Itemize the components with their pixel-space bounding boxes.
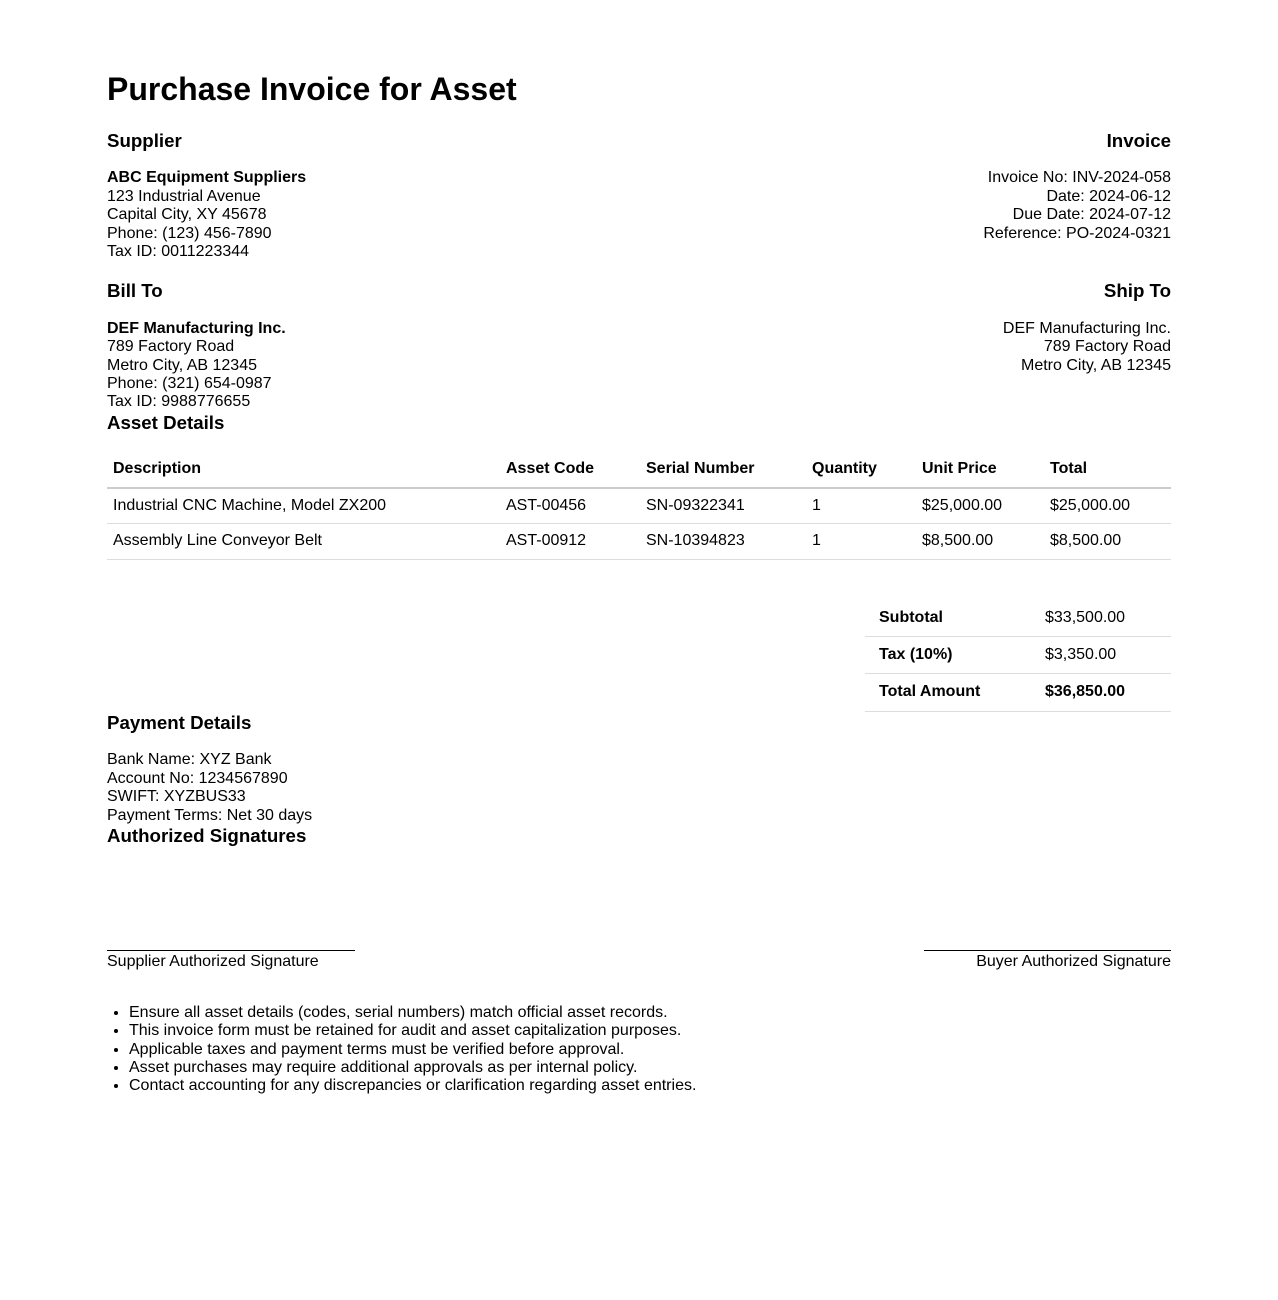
payment-terms: Payment Terms: Net 30 days (107, 806, 313, 824)
col-header-description: Description (107, 452, 500, 487)
col-header-quantity: Quantity (806, 452, 916, 487)
bill-to-info (107, 320, 639, 412)
cell-asset-code: AST-00912 (500, 524, 640, 559)
bill-to-phone: Phone: (321) 654-0987 (107, 375, 272, 393)
invoice-heading: Invoice (1106, 129, 1171, 151)
signature-row (107, 950, 1171, 971)
ship-to-heading: Ship To (1103, 280, 1171, 302)
supplier-section (107, 130, 639, 262)
billto-shipto-row (107, 280, 1171, 412)
subtotal-row (865, 600, 1171, 637)
supplier-heading: Supplier (107, 129, 182, 151)
invoice-due-date: Due Date: 2024-07-12 (1012, 206, 1171, 224)
asset-table-header-row (107, 452, 1171, 487)
subtotal-label: Subtotal (865, 600, 1031, 637)
total-amount-label: Total Amount (865, 674, 1031, 711)
cell-unit-price: $25,000.00 (916, 488, 1044, 524)
cell-description: Industrial CNC Machine, Model ZX200 (107, 488, 500, 524)
list-item: • This invoice form must be retained for audit and asset capitalization purposes. (129, 1022, 1171, 1040)
col-header-asset-code: Asset Code (500, 452, 640, 487)
invoice-meta (639, 169, 1171, 243)
swift-code: SWIFT: XYZBUS33 (107, 788, 246, 806)
list-item: • Asset purchases may require additional approvals as per internal policy. (129, 1059, 1171, 1077)
payment-info (107, 751, 1171, 825)
footer-notes-list (107, 1004, 1171, 1096)
invoice-meta-section (639, 130, 1171, 262)
invoice-reference: Reference: PO-2024-0321 (983, 224, 1171, 242)
authorized-signatures-heading: Authorized Signatures (107, 824, 307, 846)
account-number: Account No: 1234567890 (107, 769, 288, 787)
cell-unit-price: $8,500.00 (916, 524, 1044, 559)
supplier-name: ABC Equipment Suppliers (107, 169, 307, 187)
tax-value: $3,350.00 (1031, 636, 1171, 673)
payment-details-heading: Payment Details (107, 711, 252, 733)
invoice-number: Invoice No: INV-2024-058 (987, 169, 1171, 187)
supplier-invoice-row (107, 130, 1171, 262)
cell-asset-code: AST-00456 (500, 488, 640, 524)
bill-to-section (107, 280, 639, 412)
cell-total: $8,500.00 (1044, 524, 1171, 559)
ship-to-name: DEF Manufacturing Inc. (1002, 319, 1171, 337)
buyer-signature-line (924, 950, 1171, 951)
cell-total: $25,000.00 (1044, 488, 1171, 524)
table-row (107, 488, 1171, 524)
ship-to-info (639, 320, 1171, 375)
col-header-total: Total (1044, 452, 1171, 487)
supplier-tax-id: Tax ID: 0011223344 (107, 242, 250, 260)
ship-to-address-line: Metro City, AB 12345 (1021, 356, 1171, 374)
asset-details-heading: Asset Details (107, 411, 225, 433)
total-amount-row (865, 674, 1171, 711)
list-item: • Applicable taxes and payment terms must be verified before approval. (129, 1041, 1171, 1059)
ship-to-section (639, 280, 1171, 412)
supplier-signature-line (107, 950, 355, 951)
supplier-signature-label: Supplier Authorized Signature (107, 953, 319, 971)
bill-to-address-line: Metro City, AB 12345 (107, 356, 257, 374)
table-row (107, 524, 1171, 559)
cell-quantity: 1 (806, 524, 916, 559)
cell-quantity: 1 (806, 488, 916, 524)
buyer-signature-label: Buyer Authorized Signature (976, 953, 1171, 971)
supplier-address-line: 123 Industrial Avenue (107, 187, 261, 205)
buyer-signature-block (924, 950, 1171, 971)
invoice-date: Date: 2024-06-12 (1046, 187, 1171, 205)
asset-table (107, 452, 1171, 559)
subtotal-value: $33,500.00 (1031, 600, 1171, 637)
supplier-signature-block (107, 950, 355, 971)
total-amount-value: $36,850.00 (1031, 674, 1171, 711)
list-item: • Ensure all asset details (codes, serial numbers) match official asset records. (129, 1004, 1171, 1022)
supplier-address-line: Capital City, XY 45678 (107, 206, 267, 224)
tax-label: Tax (10%) (865, 636, 1031, 673)
bill-to-address-line: 789 Factory Road (107, 338, 235, 356)
col-header-serial-number: Serial Number (640, 452, 806, 487)
list-item: • Contact accounting for any discrepancies or clarification regarding asset entries. (129, 1077, 1171, 1095)
ship-to-address-line: 789 Factory Road (1043, 338, 1171, 356)
bank-name: Bank Name: XYZ Bank (107, 751, 272, 769)
supplier-phone: Phone: (123) 456-7890 (107, 224, 272, 242)
bill-to-name: DEF Manufacturing Inc. (107, 319, 286, 337)
bill-to-heading: Bill To (107, 280, 163, 302)
cell-serial-number: SN-09322341 (640, 488, 806, 524)
cell-serial-number: SN-10394823 (640, 524, 806, 559)
col-header-unit-price: Unit Price (916, 452, 1044, 487)
supplier-info (107, 169, 639, 261)
bill-to-tax-id: Tax ID: 9988776655 (107, 393, 251, 411)
cell-description: Assembly Line Conveyor Belt (107, 524, 500, 559)
page-title: Purchase Invoice for Asset (107, 71, 517, 107)
totals-table (865, 600, 1171, 712)
tax-row (865, 636, 1171, 673)
